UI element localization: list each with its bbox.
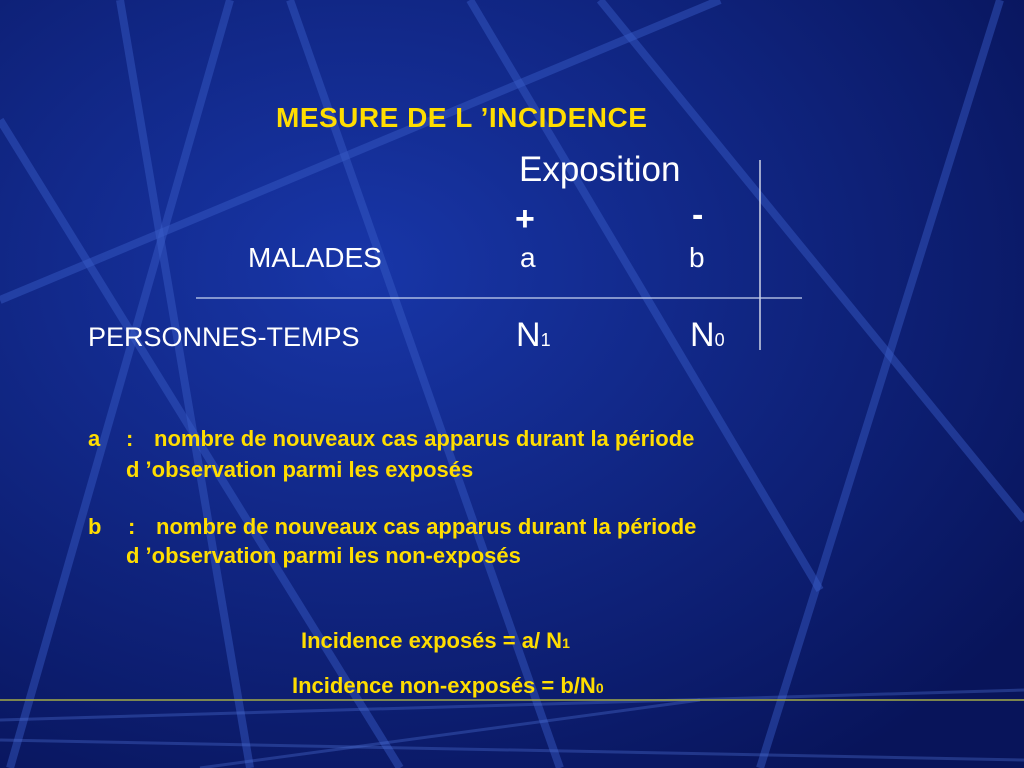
formula-non-exposes-text: Incidence non-exposés = b/N (292, 673, 596, 698)
col-plus: + (515, 200, 535, 238)
formula-incidence-exposes (301, 628, 570, 654)
formula-exposes-text: Incidence exposés = a/ N (301, 628, 563, 653)
n1-letter: N (516, 316, 541, 354)
row-label-personnes-temps: PERSONNES-TEMPS (88, 322, 360, 352)
cell-b: b (689, 242, 705, 273)
n0-subscript: 0 (714, 330, 725, 350)
slide-title: MESURE DE L ’INCIDENCE (276, 102, 648, 133)
formula-incidence-non-exposes (292, 673, 604, 699)
exposition-header: Exposition (519, 150, 681, 189)
definition-b-line1: nombre de nouveaux cas apparus durant la période (156, 514, 697, 539)
cell-n0 (690, 316, 725, 355)
definition-a-line2: d ’observation parmi les exposés (126, 457, 474, 482)
definition-a-term: a (88, 426, 101, 451)
definition-b-separator: : (128, 514, 136, 539)
n1-subscript: 1 (540, 330, 551, 350)
definition-a-separator: : (126, 426, 134, 451)
formula-non-exposes-sub: 0 (595, 680, 604, 696)
definition-b-line2: d ’observation parmi les non-exposés (126, 543, 521, 568)
row-label-malades: MALADES (248, 242, 382, 273)
col-minus: - (692, 196, 704, 234)
definition-b-term: b (88, 514, 102, 539)
definition-a-line1: nombre de nouveaux cas apparus durant la période (154, 426, 695, 451)
n0-letter: N (690, 316, 715, 354)
formula-exposes-sub: 1 (562, 635, 570, 651)
cell-a: a (520, 242, 536, 273)
cell-n1 (516, 316, 551, 355)
